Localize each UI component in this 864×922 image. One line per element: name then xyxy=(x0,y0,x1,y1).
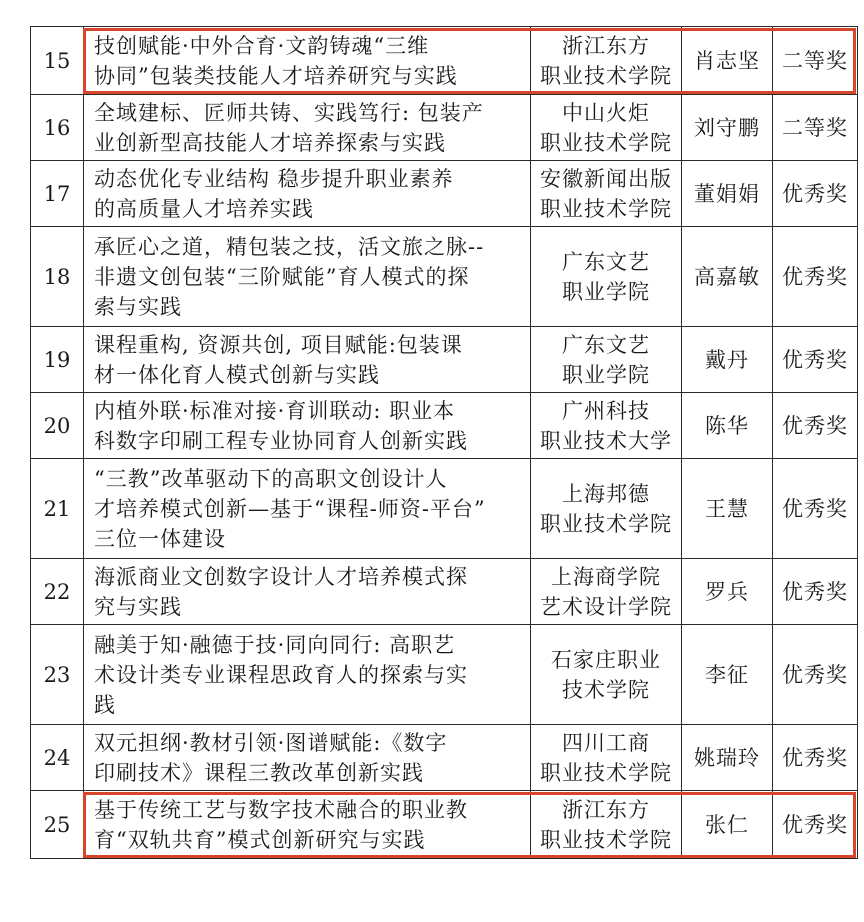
person-name: 肖志坚 xyxy=(682,27,773,95)
row-number: 17 xyxy=(31,161,84,227)
person-name: 董娟娟 xyxy=(682,161,773,227)
award-level: 优秀奖 xyxy=(773,227,858,327)
person-name: 李征 xyxy=(682,625,773,725)
project-title-line: “三教”改革驱动下的高职文创设计人 xyxy=(94,466,448,491)
award-level: 优秀奖 xyxy=(773,161,858,227)
person-name: 戴丹 xyxy=(682,327,773,393)
project-title-line: 协同”包装类技能人才培养研究与实践 xyxy=(94,63,458,88)
institution xyxy=(531,625,682,725)
row-number: 24 xyxy=(31,725,84,791)
project-title-line: 双元担纲·教材引领·图谱赋能:《数字 xyxy=(94,730,448,755)
institution-line: 安徽新闻出版 xyxy=(540,166,672,191)
table-row xyxy=(31,791,858,859)
project-title-line: 践 xyxy=(94,692,116,717)
project-title xyxy=(84,161,531,227)
institution-line: 广东文艺 xyxy=(562,249,650,274)
project-title-line: 承匠心之道，精包装之技，活文旅之脉-- xyxy=(94,234,485,259)
award-level: 优秀奖 xyxy=(773,625,858,725)
award-level: 优秀奖 xyxy=(773,791,858,859)
project-title xyxy=(84,393,531,459)
award-level: 二等奖 xyxy=(773,27,858,95)
project-title-line: 技创赋能·中外合育·文韵铸魂“三维 xyxy=(94,33,430,58)
institution-line: 职业学院 xyxy=(562,362,650,387)
institution xyxy=(531,27,682,95)
table-row xyxy=(31,459,858,559)
project-title-line: 基于传统工艺与数字技术融合的职业教 xyxy=(94,797,468,822)
institution xyxy=(531,393,682,459)
award-level: 优秀奖 xyxy=(773,393,858,459)
project-title-line: 术设计类专业课程思政育人的探索与实 xyxy=(94,662,468,687)
award-list-body xyxy=(31,27,858,859)
person-name: 罗兵 xyxy=(682,559,773,625)
institution-line: 职业学院 xyxy=(562,279,650,304)
person-name: 王慧 xyxy=(682,459,773,559)
institution-line: 职业技术学院 xyxy=(540,760,672,785)
table-row xyxy=(31,625,858,725)
award-level: 二等奖 xyxy=(773,95,858,161)
institution-line: 职业技术学院 xyxy=(540,196,672,221)
person-name: 陈华 xyxy=(682,393,773,459)
row-number: 19 xyxy=(31,327,84,393)
institution xyxy=(531,95,682,161)
project-title-line: 的高质量人才培养实践 xyxy=(94,196,314,221)
institution-line: 四川工商 xyxy=(562,730,650,755)
project-title xyxy=(84,459,531,559)
project-title-line: 三位一体建设 xyxy=(94,526,226,551)
institution-line: 艺术设计学院 xyxy=(540,594,672,619)
award-level: 优秀奖 xyxy=(773,327,858,393)
institution-line: 广州科技 xyxy=(562,398,650,423)
institution-line: 上海邦德 xyxy=(562,481,650,506)
institution-line: 中山火炬 xyxy=(562,100,650,125)
row-number: 25 xyxy=(31,791,84,859)
project-title xyxy=(84,27,531,95)
table-row xyxy=(31,227,858,327)
institution-line: 广东文艺 xyxy=(562,332,650,357)
person-name: 高嘉敏 xyxy=(682,227,773,327)
project-title xyxy=(84,625,531,725)
institution xyxy=(531,725,682,791)
institution xyxy=(531,161,682,227)
table-row xyxy=(31,725,858,791)
table-row xyxy=(31,95,858,161)
row-number: 16 xyxy=(31,95,84,161)
table-row xyxy=(31,393,858,459)
person-name: 张仁 xyxy=(682,791,773,859)
award-list-table xyxy=(30,26,858,859)
institution-line: 职业技术学院 xyxy=(540,63,672,88)
institution xyxy=(531,459,682,559)
project-title xyxy=(84,791,531,859)
award-level: 优秀奖 xyxy=(773,559,858,625)
institution-line: 职业技术学院 xyxy=(540,511,672,536)
award-level: 优秀奖 xyxy=(773,459,858,559)
project-title-line: 业创新型高技能人才培养探索与实践 xyxy=(94,130,446,155)
project-title xyxy=(84,559,531,625)
project-title-line: 动态优化专业结构 稳步提升职业素养 xyxy=(94,166,454,191)
institution-line: 浙江东方 xyxy=(562,33,650,58)
award-level: 优秀奖 xyxy=(773,725,858,791)
project-title-line: 印刷技术》课程三教改革创新实践 xyxy=(94,760,424,785)
project-title-line: 内植外联·标准对接·育训联动: 职业本 xyxy=(94,398,456,423)
table-row xyxy=(31,327,858,393)
person-name: 刘守鹏 xyxy=(682,95,773,161)
institution xyxy=(531,791,682,859)
row-number: 23 xyxy=(31,625,84,725)
institution xyxy=(531,227,682,327)
project-title-line: 海派商业文创数字设计人才培养模式探 xyxy=(94,564,468,589)
institution xyxy=(531,327,682,393)
project-title-line: 索与实践 xyxy=(94,294,182,319)
row-number: 15 xyxy=(31,27,84,95)
institution-line: 上海商学院 xyxy=(551,564,661,589)
institution-line: 职业技术大学 xyxy=(540,428,672,453)
project-title xyxy=(84,725,531,791)
institution-line: 职业技术学院 xyxy=(540,130,672,155)
project-title-line: 课程重构, 资源共创, 项目赋能:包装课 xyxy=(94,332,463,357)
institution-line: 技术学院 xyxy=(562,677,650,702)
person-name: 姚瑞玲 xyxy=(682,725,773,791)
project-title xyxy=(84,227,531,327)
project-title-line: 非遗文创包装“三阶赋能”育人模式的探 xyxy=(94,264,470,289)
row-number: 18 xyxy=(31,227,84,327)
project-title-line: 科数字印刷工程专业协同育人创新实践 xyxy=(94,428,468,453)
institution-line: 石家庄职业 xyxy=(551,647,661,672)
row-number: 22 xyxy=(31,559,84,625)
row-number: 20 xyxy=(31,393,84,459)
project-title xyxy=(84,95,531,161)
table-row xyxy=(31,559,858,625)
table-row xyxy=(31,27,858,95)
institution xyxy=(531,559,682,625)
project-title-line: 育“双轨共育”模式创新研究与实践 xyxy=(94,827,426,852)
project-title-line: 才培养模式创新—基于“课程-师资-平台” xyxy=(94,496,486,521)
project-title-line: 全域建标、匠师共铸、实践笃行: 包装产 xyxy=(94,100,484,125)
table-row xyxy=(31,161,858,227)
institution-line: 职业技术学院 xyxy=(540,827,672,852)
institution-line: 浙江东方 xyxy=(562,797,650,822)
project-title-line: 究与实践 xyxy=(94,594,182,619)
project-title-line: 融美于知·融德于技·同向同行: 高职艺 xyxy=(94,632,456,657)
project-title-line: 材一体化育人模式创新与实践 xyxy=(94,362,380,387)
row-number: 21 xyxy=(31,459,84,559)
project-title xyxy=(84,327,531,393)
